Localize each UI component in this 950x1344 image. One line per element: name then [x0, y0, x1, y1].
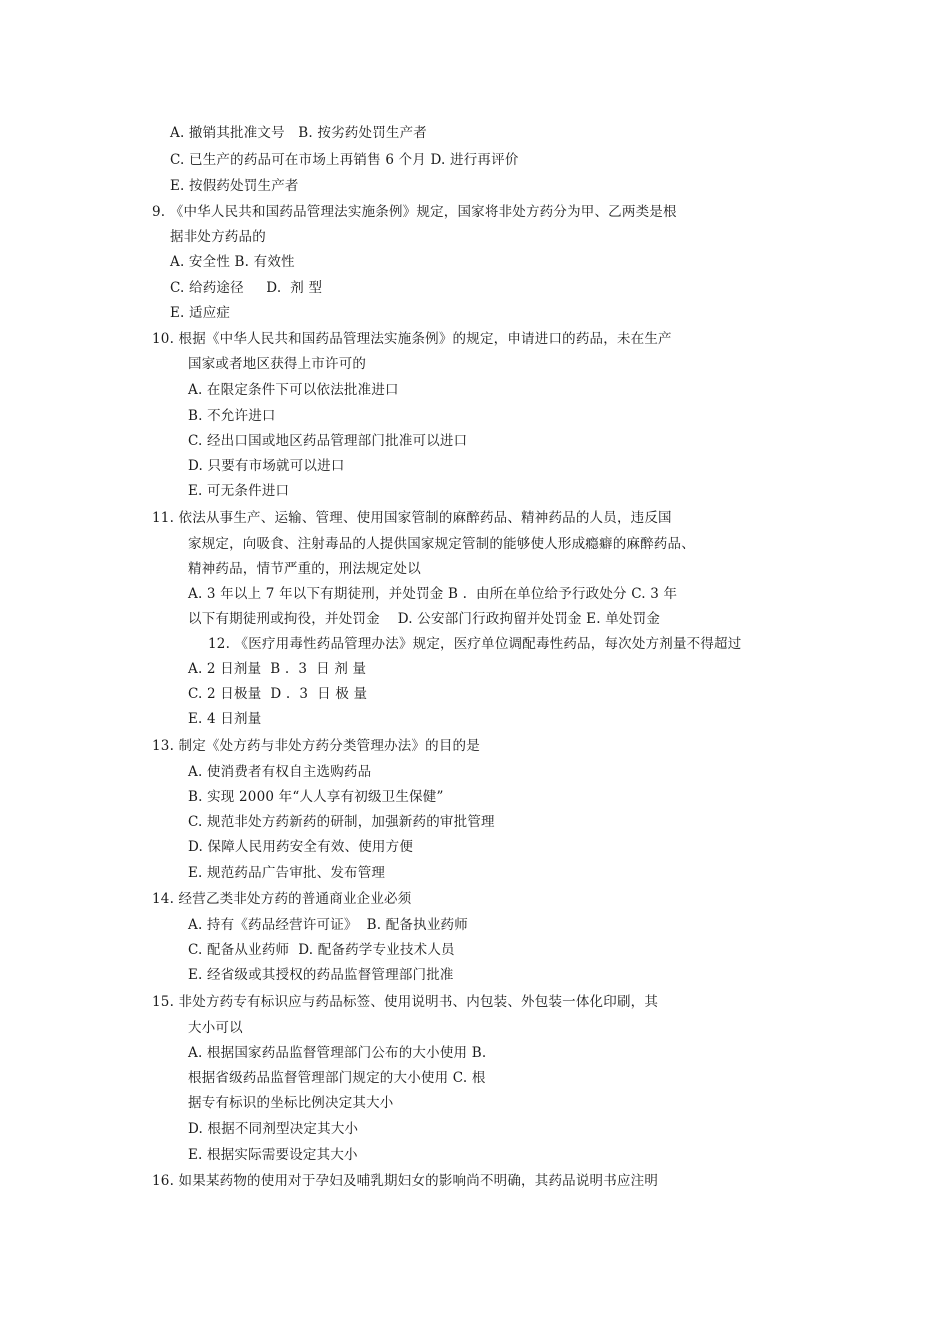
text-line: A. 根据国家药品监督管理部门公布的大小使用 B.: [188, 1045, 487, 1061]
text-line: A. 持有《药品经营许可证》 B. 配备执业药师: [188, 917, 468, 933]
text-line: D. 保障人民用药安全有效、使用方便: [188, 839, 414, 855]
text-line: 以下有期徒刑或拘役，并处罚金 D. 公安部门行政拘留并处罚金 E. 单处罚金: [188, 611, 661, 627]
text-line: C. 给药途径 D. 剂 型: [170, 280, 323, 296]
text-line: 16. 如果某药物的使用对于孕妇及哺乳期妇女的影响尚不明确，其药品说明书应注明: [152, 1173, 659, 1189]
text-line: E. 4 日剂量: [188, 711, 262, 727]
text-line: 根据省级药品监督管理部门规定的大小使用 C. 根: [188, 1070, 486, 1086]
text-line: 13. 制定《处方药与非处方药分类管理办法》的目的是: [152, 738, 480, 754]
text-line: A. 安全性 B. 有效性: [170, 254, 295, 270]
text-line: B. 不允许进口: [188, 408, 276, 424]
text-line: E. 规范药品广告审批、发布管理: [188, 865, 386, 881]
text-line: 9. 《中华人民共和国药品管理法实施条例》规定，国家将非处方药分为甲、乙两类是根: [152, 204, 677, 220]
text-line: A. 2 日剂量 B . 3 日 剂 量: [188, 661, 367, 677]
text-line: E. 经省级或其授权的药品监督管理部门批准: [188, 967, 454, 983]
text-line: 据非处方药品的: [170, 229, 266, 245]
text-line: 据专有标识的坐标比例决定其大小: [188, 1095, 394, 1111]
text-line: 国家或者地区获得上市许可的: [188, 356, 367, 372]
text-line: C. 已生产的药品可在市场上再销售 6 个月 D. 进行再评价: [170, 152, 519, 168]
text-line: E. 按假药处罚生产者: [170, 178, 299, 194]
text-line: C. 规范非处方药新药的研制，加强新药的审批管理: [188, 814, 495, 830]
text-line: E. 可无条件进口: [188, 483, 290, 499]
text-line: 精神药品，情节严重的，刑法规定处以: [188, 561, 421, 577]
text-line: E. 适应症: [170, 305, 231, 321]
text-line: A. 使消费者有权自主选购药品: [188, 764, 372, 780]
text-line: 12. 《医疗用毒性药品管理办法》规定，医疗单位调配毒性药品，每次处方剂量不得超过: [208, 636, 742, 652]
text-line: 大小可以: [188, 1020, 243, 1036]
text-line: 家规定，向吸食、注射毒品的人提供国家规定管制的能够使人形成瘾癖的麻醉药品、: [188, 536, 695, 552]
text-line: E. 根据实际需要设定其大小: [188, 1147, 358, 1163]
text-line: D. 只要有市场就可以进口: [188, 458, 345, 474]
text-line: C. 2 日极量 D . 3 日 极 量: [188, 686, 368, 702]
text-line: 14. 经营乙类非处方药的普通商业企业必须: [152, 891, 412, 907]
text-line: C. 配备从业药师 D. 配备药学专业技术人员: [188, 942, 455, 958]
text-line: A. 3 年以上 7 年以下有期徒刑，并处罚金 B . 由所在单位给予行政处分 C. 3 年: [188, 586, 678, 602]
text-line: C. 经出口国或地区药品管理部门批准可以进口: [188, 433, 468, 449]
text-line: A. 撤销其批准文号 B. 按劣药处罚生产者: [170, 125, 428, 141]
text-line: 10. 根据《中华人民共和国药品管理法实施条例》的规定，申请进口的药品，未在生产: [152, 331, 672, 347]
text-line: D. 根据不同剂型决定其大小: [188, 1121, 359, 1137]
text-line: A. 在限定条件下可以依法批准进口: [188, 382, 399, 398]
text-line: 11. 依法从事生产、运输、管理、使用国家管制的麻醉药品、精神药品的人员，违反国: [152, 510, 672, 526]
text-line: 15. 非处方药专有标识应与药品标签、使用说明书、内包装、外包装一体化印刷，其: [152, 994, 659, 1010]
text-line: B. 实现 2000 年“人人享有初级卫生保健”: [188, 789, 444, 805]
